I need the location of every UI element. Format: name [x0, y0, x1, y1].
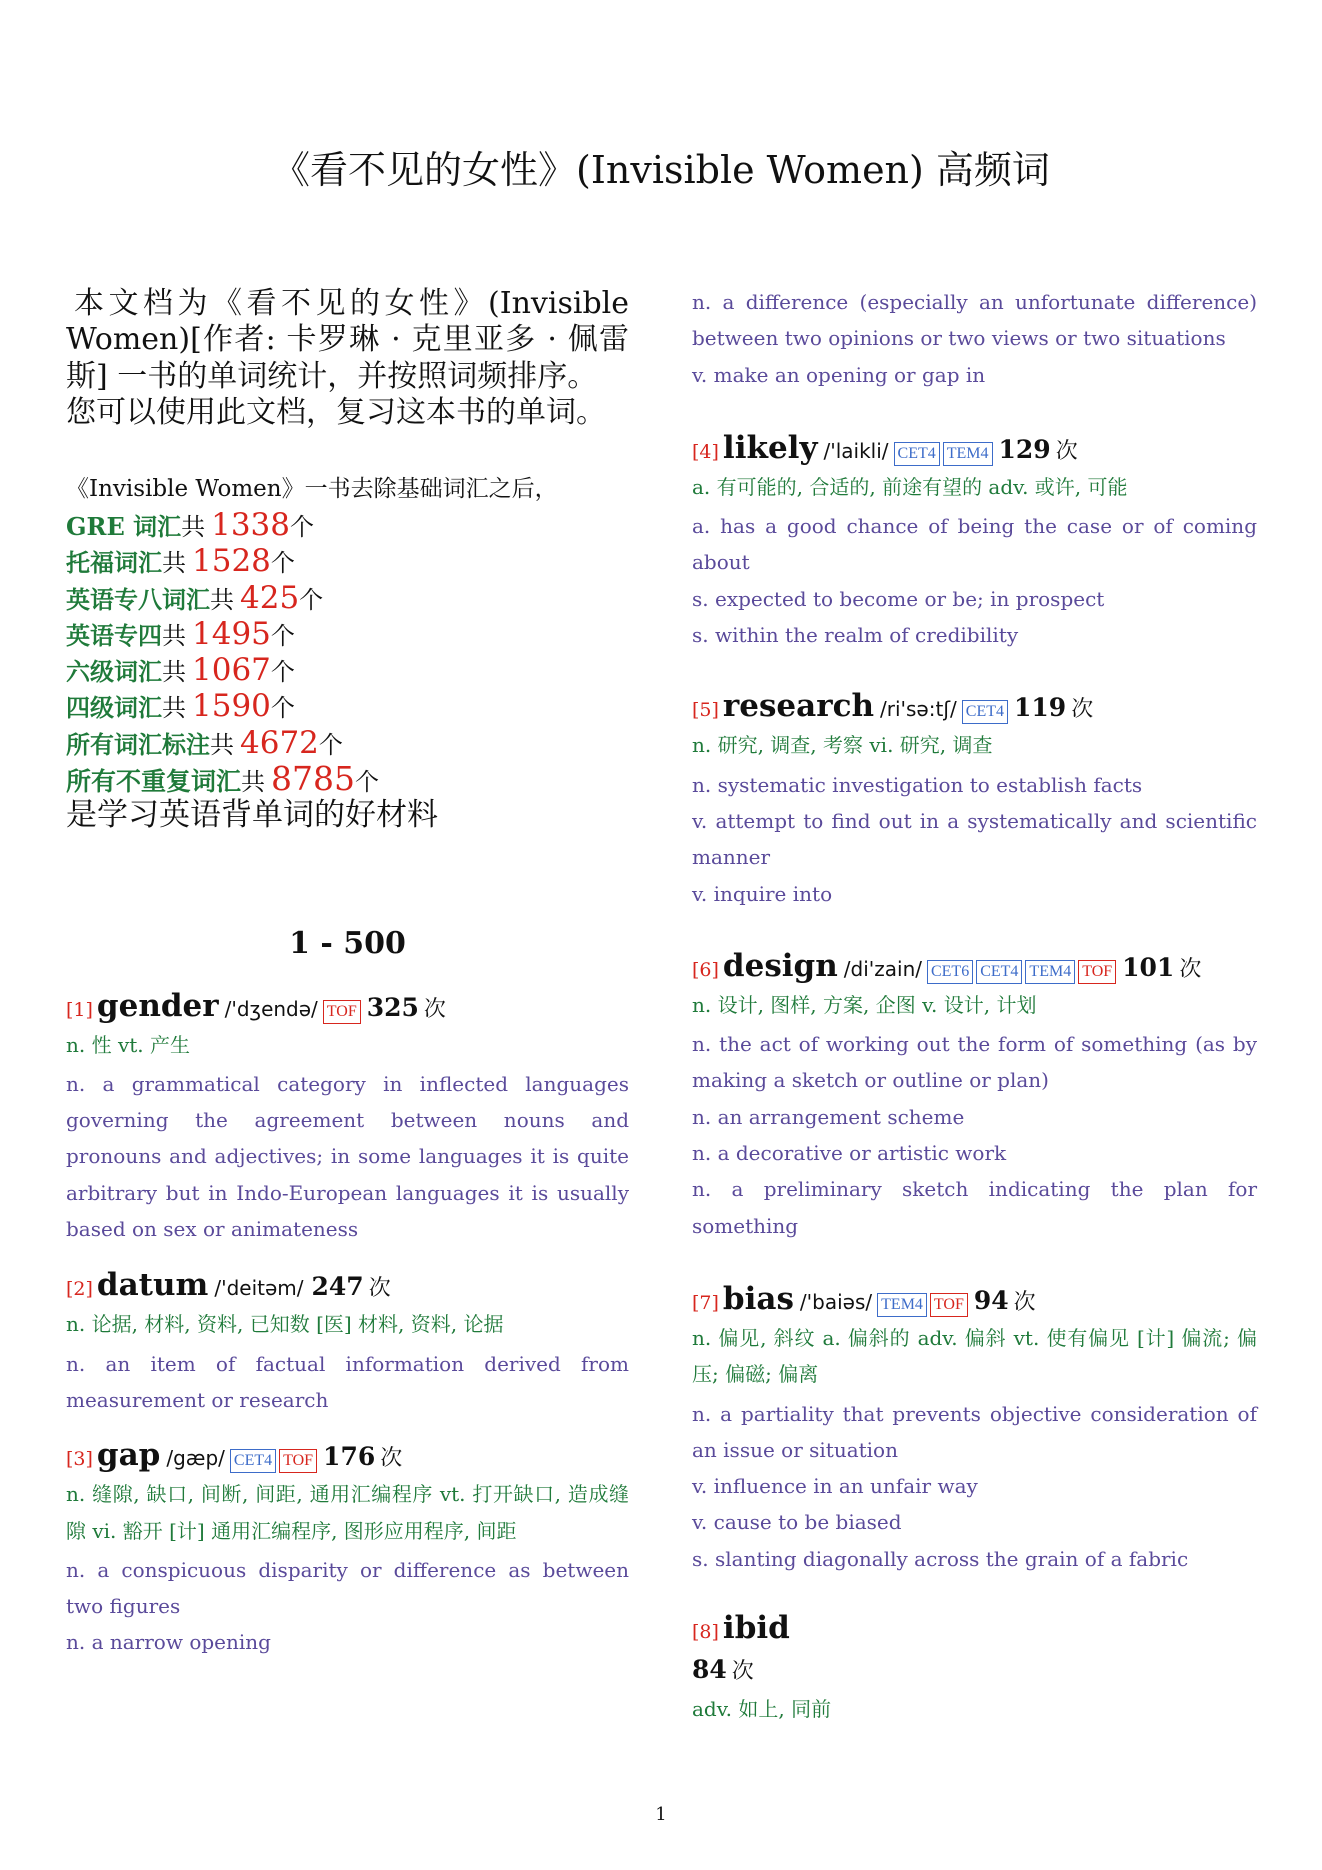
headword: bias	[722, 1280, 794, 1317]
entry-header	[692, 427, 1257, 469]
entry-index: [7]	[692, 1291, 719, 1314]
stat-count: 1067	[192, 652, 271, 689]
exam-tag: TEM4	[943, 442, 993, 466]
frequency-unit: 次	[380, 1446, 403, 1472]
chinese-definition: adv. 如上, 同前	[692, 1697, 832, 1722]
headword: gender	[96, 987, 219, 1024]
right-column	[692, 284, 1257, 1730]
exam-tag: TOF	[279, 1449, 317, 1473]
entry-header	[692, 685, 1257, 727]
english-definition: v. cause to be biased	[692, 1510, 902, 1535]
intro-paragraph: 您可以使用此文档，复习这本书的单词。	[66, 395, 606, 431]
frequency-count: 325	[366, 992, 419, 1022]
frequency-unit: 次	[1055, 438, 1078, 464]
exam-tag: TEM4	[877, 1293, 927, 1317]
frequency-count: 119	[1014, 693, 1067, 723]
headword: likely	[722, 429, 818, 466]
english-definition: n. the act of working out the form of something (as by making a sketch or outline or plan)	[692, 1032, 1257, 1093]
stat-label: 托福词汇	[66, 548, 162, 578]
stat-label: GRE 词汇	[66, 511, 182, 541]
frequency-count: 101	[1122, 952, 1175, 982]
english-definition: n. an item of factual information derived from measurement or research	[66, 1351, 629, 1412]
word-entry-continued	[692, 284, 1257, 393]
entry-header	[692, 945, 1257, 987]
chinese-definition: n. 偏见, 斜纹 a. 偏斜的 adv. 偏斜 vt. 使有偏见 [计] 偏流; 偏压; 偏磁; 偏离	[692, 1325, 1257, 1387]
stat-count: 1528	[192, 543, 271, 580]
stat-unit: 个	[318, 730, 343, 759]
stat-label: 所有词汇标注	[66, 729, 210, 759]
stat-connector: 共	[181, 512, 206, 541]
exam-tag: CET4	[894, 442, 940, 466]
left-column	[66, 286, 629, 1661]
english-definition: v. influence in an unfair way	[692, 1474, 978, 1499]
stat-row-cet6	[66, 652, 629, 688]
english-definition: a. has a good chance of being the case or of coming about	[692, 514, 1257, 575]
word-entry	[692, 427, 1257, 653]
frequency-unit: 次	[368, 1276, 391, 1302]
stat-unit: 个	[270, 694, 295, 723]
stat-connector: 共	[162, 694, 186, 723]
headword: datum	[96, 1267, 209, 1304]
stat-row-cet4	[66, 688, 629, 724]
stat-label: 六级词汇	[66, 657, 162, 687]
headword: gap	[96, 1437, 161, 1474]
stat-unit: 个	[270, 621, 295, 650]
stat-connector: 共	[210, 585, 234, 614]
phonetic: /'dʒendə/	[224, 996, 318, 1021]
stat-connector: 共	[162, 549, 186, 578]
stat-label: 英语专八词汇	[66, 584, 210, 614]
frequency-unit: 次	[731, 1659, 754, 1685]
chinese-definition: n. 论据, 材料, 资料, 已知数 [医] 材料, 资料, 论据	[66, 1312, 504, 1337]
phonetic: /'deitəm/	[214, 1276, 304, 1301]
stat-connector: 共	[241, 768, 266, 796]
word-entry	[66, 985, 629, 1248]
stat-unit: 个	[299, 585, 324, 614]
headword: ibid	[722, 1610, 790, 1647]
stat-connector: 共	[162, 621, 186, 650]
page-number: 1	[655, 1804, 667, 1825]
entry-index: [6]	[692, 958, 719, 981]
chinese-definition: n. 性 vt. 产生	[66, 1032, 191, 1057]
entry-index: [4]	[692, 440, 719, 463]
entry-index: [8]	[692, 1621, 719, 1644]
stat-unit: 个	[355, 768, 379, 796]
stat-connector: 共	[162, 658, 186, 687]
phonetic: /gæp/	[166, 1446, 225, 1471]
english-definition: s. within the realm of credibility	[692, 623, 1019, 648]
stat-row-tem8	[66, 580, 629, 616]
english-definition: s. slanting diagonally across the grain of a fabric	[692, 1546, 1189, 1571]
exam-tag: TOF	[1078, 960, 1116, 984]
english-definition: n. a narrow opening	[66, 1630, 271, 1655]
stat-row-all-tagged	[66, 725, 629, 761]
english-definition: n. a decorative or artistic work	[692, 1141, 1007, 1166]
entry-index: [2]	[66, 1278, 93, 1301]
exam-tag: CET4	[962, 700, 1008, 724]
chinese-definition: n. 研究, 调查, 考察 vi. 研究, 调查	[692, 733, 993, 758]
word-entry	[692, 945, 1257, 1244]
stat-count: 1338	[211, 506, 290, 543]
frequency-count: 247	[311, 1272, 364, 1302]
headword: design	[722, 947, 838, 984]
stat-label: 英语专四	[66, 620, 162, 650]
frequency-unit: 次	[1179, 956, 1202, 982]
english-definition: n. a conspicuous disparity or difference as between two figures	[66, 1557, 629, 1619]
word-entry	[692, 1607, 1257, 1727]
english-definition: v. make an opening or gap in	[692, 362, 986, 387]
entry-header	[66, 985, 629, 1027]
phonetic: /di'zain/	[843, 956, 922, 981]
chinese-definition: n. 设计, 图样, 方案, 企图 v. 设计, 计划	[692, 992, 1037, 1017]
entry-index: [1]	[66, 998, 93, 1021]
exam-tag: TEM4	[1025, 960, 1075, 984]
frequency-count: 94	[973, 1285, 1009, 1315]
page-title: 《看不见的女性》(Invisible Women) 高频词	[272, 148, 1050, 192]
stat-count: 1590	[192, 688, 271, 725]
entry-header	[692, 1278, 1257, 1320]
stat-count: 8785	[271, 759, 355, 798]
stat-connector: 共	[210, 730, 234, 759]
english-definition: n. a grammatical category in inflected languages governing the agreement between nouns and pronouns and adjectives; in some languages it is quite arbitrary but in Indo-European languages it is usually based on sex or animateness	[66, 1071, 629, 1242]
stats-lead: 《Invisible Women》一书去除基础词汇之后，	[66, 475, 558, 502]
stat-row-tem4	[66, 616, 629, 652]
english-definition: n. a difference (especially an unfortunate difference) between two opinions or two views or two situations	[692, 290, 1257, 351]
frequency-unit: 次	[423, 996, 446, 1022]
exam-tag: TOF	[323, 1000, 361, 1024]
section-heading: 1 - 500	[289, 925, 406, 961]
entry-header	[692, 1607, 1257, 1649]
stats-closing: 是学习英语背单词的好材料	[66, 797, 438, 834]
headword: research	[722, 688, 874, 725]
stat-row-all-unique	[66, 761, 629, 797]
stat-label: 所有不重复词汇	[66, 767, 242, 796]
entry-count-line	[692, 1649, 1257, 1691]
entry-index: [5]	[692, 699, 719, 722]
frequency-count: 176	[323, 1442, 376, 1472]
phonetic: /'laikli/	[823, 438, 889, 463]
english-definition: v. attempt to find out in a systematically and scientific manner	[692, 808, 1257, 870]
stat-unit: 个	[290, 512, 314, 541]
exam-tag: CET6	[927, 960, 973, 984]
frequency-count: 129	[998, 434, 1051, 464]
entry-header	[66, 1434, 629, 1476]
stat-row-toefl	[66, 543, 629, 579]
word-entry	[66, 1434, 629, 1660]
english-definition: v. inquire into	[692, 881, 833, 906]
phonetic: /'baiəs/	[799, 1289, 873, 1314]
chinese-definition: n. 缝隙, 缺口, 间断, 间距, 通用汇编程序 vt. 打开缺口, 造成缝隙 vi. 豁开 [计] 通用汇编程序, 图形应用程序, 间距	[66, 1482, 629, 1543]
english-definition: n. a preliminary sketch indicating the plan for something	[692, 1177, 1257, 1238]
frequency-count: 84	[692, 1655, 727, 1685]
english-definition: n. an arrangement scheme	[692, 1104, 965, 1129]
stat-unit: 个	[270, 658, 295, 687]
english-definition: n. a partiality that prevents objective consideration of an issue or situation	[692, 1401, 1257, 1462]
english-definition: s. expected to become or be; in prospect	[692, 586, 1105, 611]
intro-block	[66, 286, 629, 432]
chinese-definition: a. 有可能的, 合适的, 前途有望的 adv. 或许, 可能	[692, 474, 1128, 499]
stat-unit: 个	[270, 549, 295, 578]
word-entry	[692, 685, 1257, 911]
stat-count: 425	[240, 579, 300, 616]
english-definition: n. systematic investigation to establish facts	[692, 772, 1143, 797]
entry-index: [3]	[66, 1448, 93, 1471]
stat-count: 1495	[192, 615, 271, 652]
entry-header	[66, 1264, 629, 1306]
stats-block	[66, 471, 629, 834]
word-entry	[66, 1264, 629, 1418]
phonetic: /ri'sə:tʃ/	[880, 697, 957, 722]
exam-tag: TOF	[930, 1293, 968, 1317]
frequency-unit: 次	[1013, 1289, 1036, 1315]
frequency-unit: 次	[1071, 697, 1094, 723]
stat-row-gre	[66, 507, 629, 543]
word-entry	[692, 1278, 1257, 1577]
exam-tag: CET4	[230, 1449, 276, 1473]
stat-label: 四级词汇	[66, 693, 162, 723]
stat-count: 4672	[240, 724, 319, 761]
intro-paragraph: 本文档为《看不见的女性》(Invisible Women)[作者: 卡罗琳 · 克里亚多 · 佩雷斯] 一书的单词统计，并按照词频排序。	[66, 286, 629, 394]
exam-tag: CET4	[976, 960, 1022, 984]
